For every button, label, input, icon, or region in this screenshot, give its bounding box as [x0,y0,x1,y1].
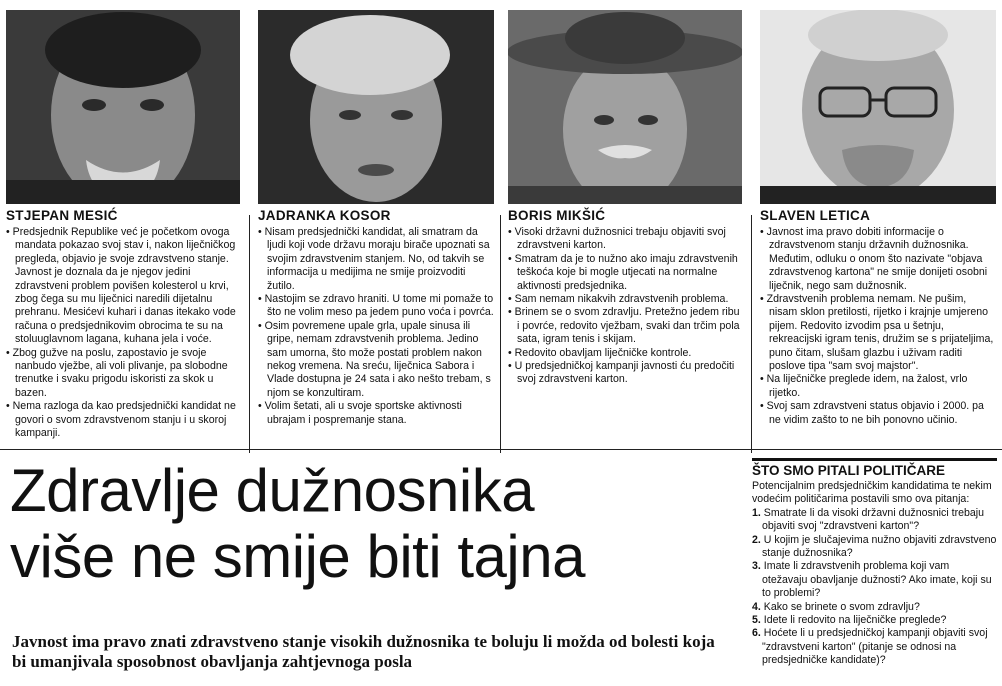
questions-sidebar [752,458,997,668]
statement-item: • Na liječničke preglede idem, na žalost, vrlo rijetko. [760,373,968,399]
person-name: STJEPAN MESIĆ [6,208,118,223]
column-divider [500,215,501,453]
person-name: BORIS MIKŠIĆ [508,208,606,223]
statement-item: • Zdravstvenih problema nemam. Ne pušim, nisam sklon pretilosti, rijetko i krajnje umjereno pijem. Redovito izvodim psa u šetnju, rekreacijski igram tenis, družim se s prijateljima, puno čitam, slušam glazbu i uživam raditi poslove tipa "sam svoj majstor". [760,293,994,373]
headline [10,458,585,590]
question-text: Smatrate li da visoki državni dužnosnici trebaju objaviti svoj "zdravstveni karton"? [762,506,985,533]
statement-item: • U predsjedničkoj kampanji javnosti ću predočiti svoj zdravstveni karton. [508,360,735,386]
question-number: 4. [752,600,761,613]
deck-subtitle: Javnost ima pravo znati zdravstveno stanje visokih dužnosnika te boluju li možda od bolesti koja bi umanjivala sposobnost obavljanja zahtjevnoga posla [12,632,715,671]
portrait-photo-letica [760,10,996,204]
question-item [752,614,997,627]
sidebar-title: ŠTO SMO PITALI POLITIČARE [752,458,997,478]
question-number: 2. [752,533,761,546]
headline-line-1: Zdravlje dužnosnika [10,457,535,524]
question-item [752,507,997,534]
statement-item: • Nastojim se zdravo hraniti. U tome mi pomaže to što ne volim meso pa jedem puno voća i povrća. [258,293,494,319]
person-name: SLAVEN LETICA [760,208,871,223]
statement-item: • Sam nemam nikakvih zdravstvenih problema. [508,293,729,306]
sidebar-intro: Potencijalnim predsjedničkim kandidatima te nekim vodećim političarima postavili smo ova pitanja: [752,480,992,506]
statement-item: • Javnost ima pravo dobiti informacije o zdravstvenom stanju državnih dužnosnika. Međutim, odluku o onom što nazivate "objava zdravstvenog kartona" ne smije donijeti osobni liječnik, nego sam dužnosnik. [760,226,988,292]
profile-miksic [508,10,742,387]
question-number: 1. [752,506,761,519]
statement-item: • Osim povremene upale grla, upale sinusa ili gripe, nemam zdravstvenih problema. Jedino sam umorna, što može postati problem nakon nekog vremena. Na sreću, liječnica Sabora i Vlade dostupna je 24 sata i ako nešto trebam, s njom se konzultiram. [258,319,491,399]
question-text: Kako se brinete o svom zdravlju? [763,600,920,613]
section-divider [0,449,1002,450]
question-item [752,560,997,600]
person-name: JADRANKA KOSOR [258,208,391,223]
question-text: Imate li zdravstvenih problema koji vam otežavaju obavljanje dužnosti? Ako imate, koji su to problemi? [762,560,992,600]
question-number: 6. [752,627,761,640]
statement-item: • Redovito obavljam liječničke kontrole. [508,346,692,359]
question-number: 5. [752,614,761,627]
question-item [752,534,997,561]
question-number: 3. [752,560,761,573]
statement-list [6,226,240,441]
question-item [752,627,997,667]
statement-list [760,226,996,427]
statement-list [508,226,742,387]
portrait-photo-mesic [6,10,240,204]
statement-item: • Volim šetati, ali u svoje sportske aktivnosti ubrajam i pospremanje stana. [258,400,462,426]
statement-item: • Svoj sam zdravstveni status objavio i 2000. pa ne vidim zašto to ne bih ponovno učinio. [760,400,984,426]
profile-kosor [258,10,494,427]
column-divider [249,215,250,453]
question-text: Hoćete li u predsjedničkoj kampanji objaviti svoj "zdravstveni karton" (pitanje se odnosi na predsjedničke kandidate)? [762,627,988,667]
statement-item: • Nema razloga da kao predsjednički kandidat ne govori o svom zdravstvenom stanju i u skoroj kampanji. [6,400,236,440]
column-divider [751,215,752,453]
headline-line-2: više ne smije biti tajna [10,523,585,590]
profile-mesic [6,10,240,441]
statement-item: • Predsjednik Republike već je početkom ovoga mandata pokazao svoj stav i, nakon liječničkog pregleda, objavio je svoje zdravstveno stanje. Javnost je doznala da je njegov jedini zdravstveni problem povišen kolesterol u krvi, zbog čega su mu liječnici naredili dijetalnu prehranu. Mesićevi kuhari i danas itekako vode računa o predsjednikovim obrocima te su na stoluuglavnom lagana, kuhana jela i voće. [6,226,236,346]
portrait-photo-miksic [508,10,742,204]
question-item [752,601,997,614]
statement-item: • Smatram da je to nužno ako imaju zdravstvenih teškoća koje bi mogle utjecati na normalne aktivnosti predsjednika. [508,252,738,292]
statement-list [258,226,494,427]
statement-item: • Nisam predsjednički kandidat, ali smatram da ljudi koji vode državu moraju birače upoznati sa svojim zdravstvenim stanjem. No, od takvih se informacija u medijima ne smije proizvoditi žutilo. [258,226,490,292]
statement-item: • Zbog gužve na poslu, zapostavio je svoje nanbudo vježbe, ali voli plivanje, pa slobodne trenutke i svaku prigodu iskoristi za skok u bazen. [6,346,228,399]
statement-item: • Brinem se o svom zdravlju. Pretežno jedem ribu i povrće, redovito vježbam, svaki dan trčim pola sata, igram tenis i skijam. [508,306,740,346]
question-text: U kojim je slučajevima nužno objaviti zdravstveno stanje dužnosnika? [762,533,997,560]
question-text: Idete li redovito na liječničke preglede? [763,614,947,627]
profile-letica [760,10,996,427]
statement-item: • Visoki državni dužnosnici trebaju objaviti svoj zdravstveni karton. [508,226,726,252]
portrait-photo-kosor [258,10,494,204]
